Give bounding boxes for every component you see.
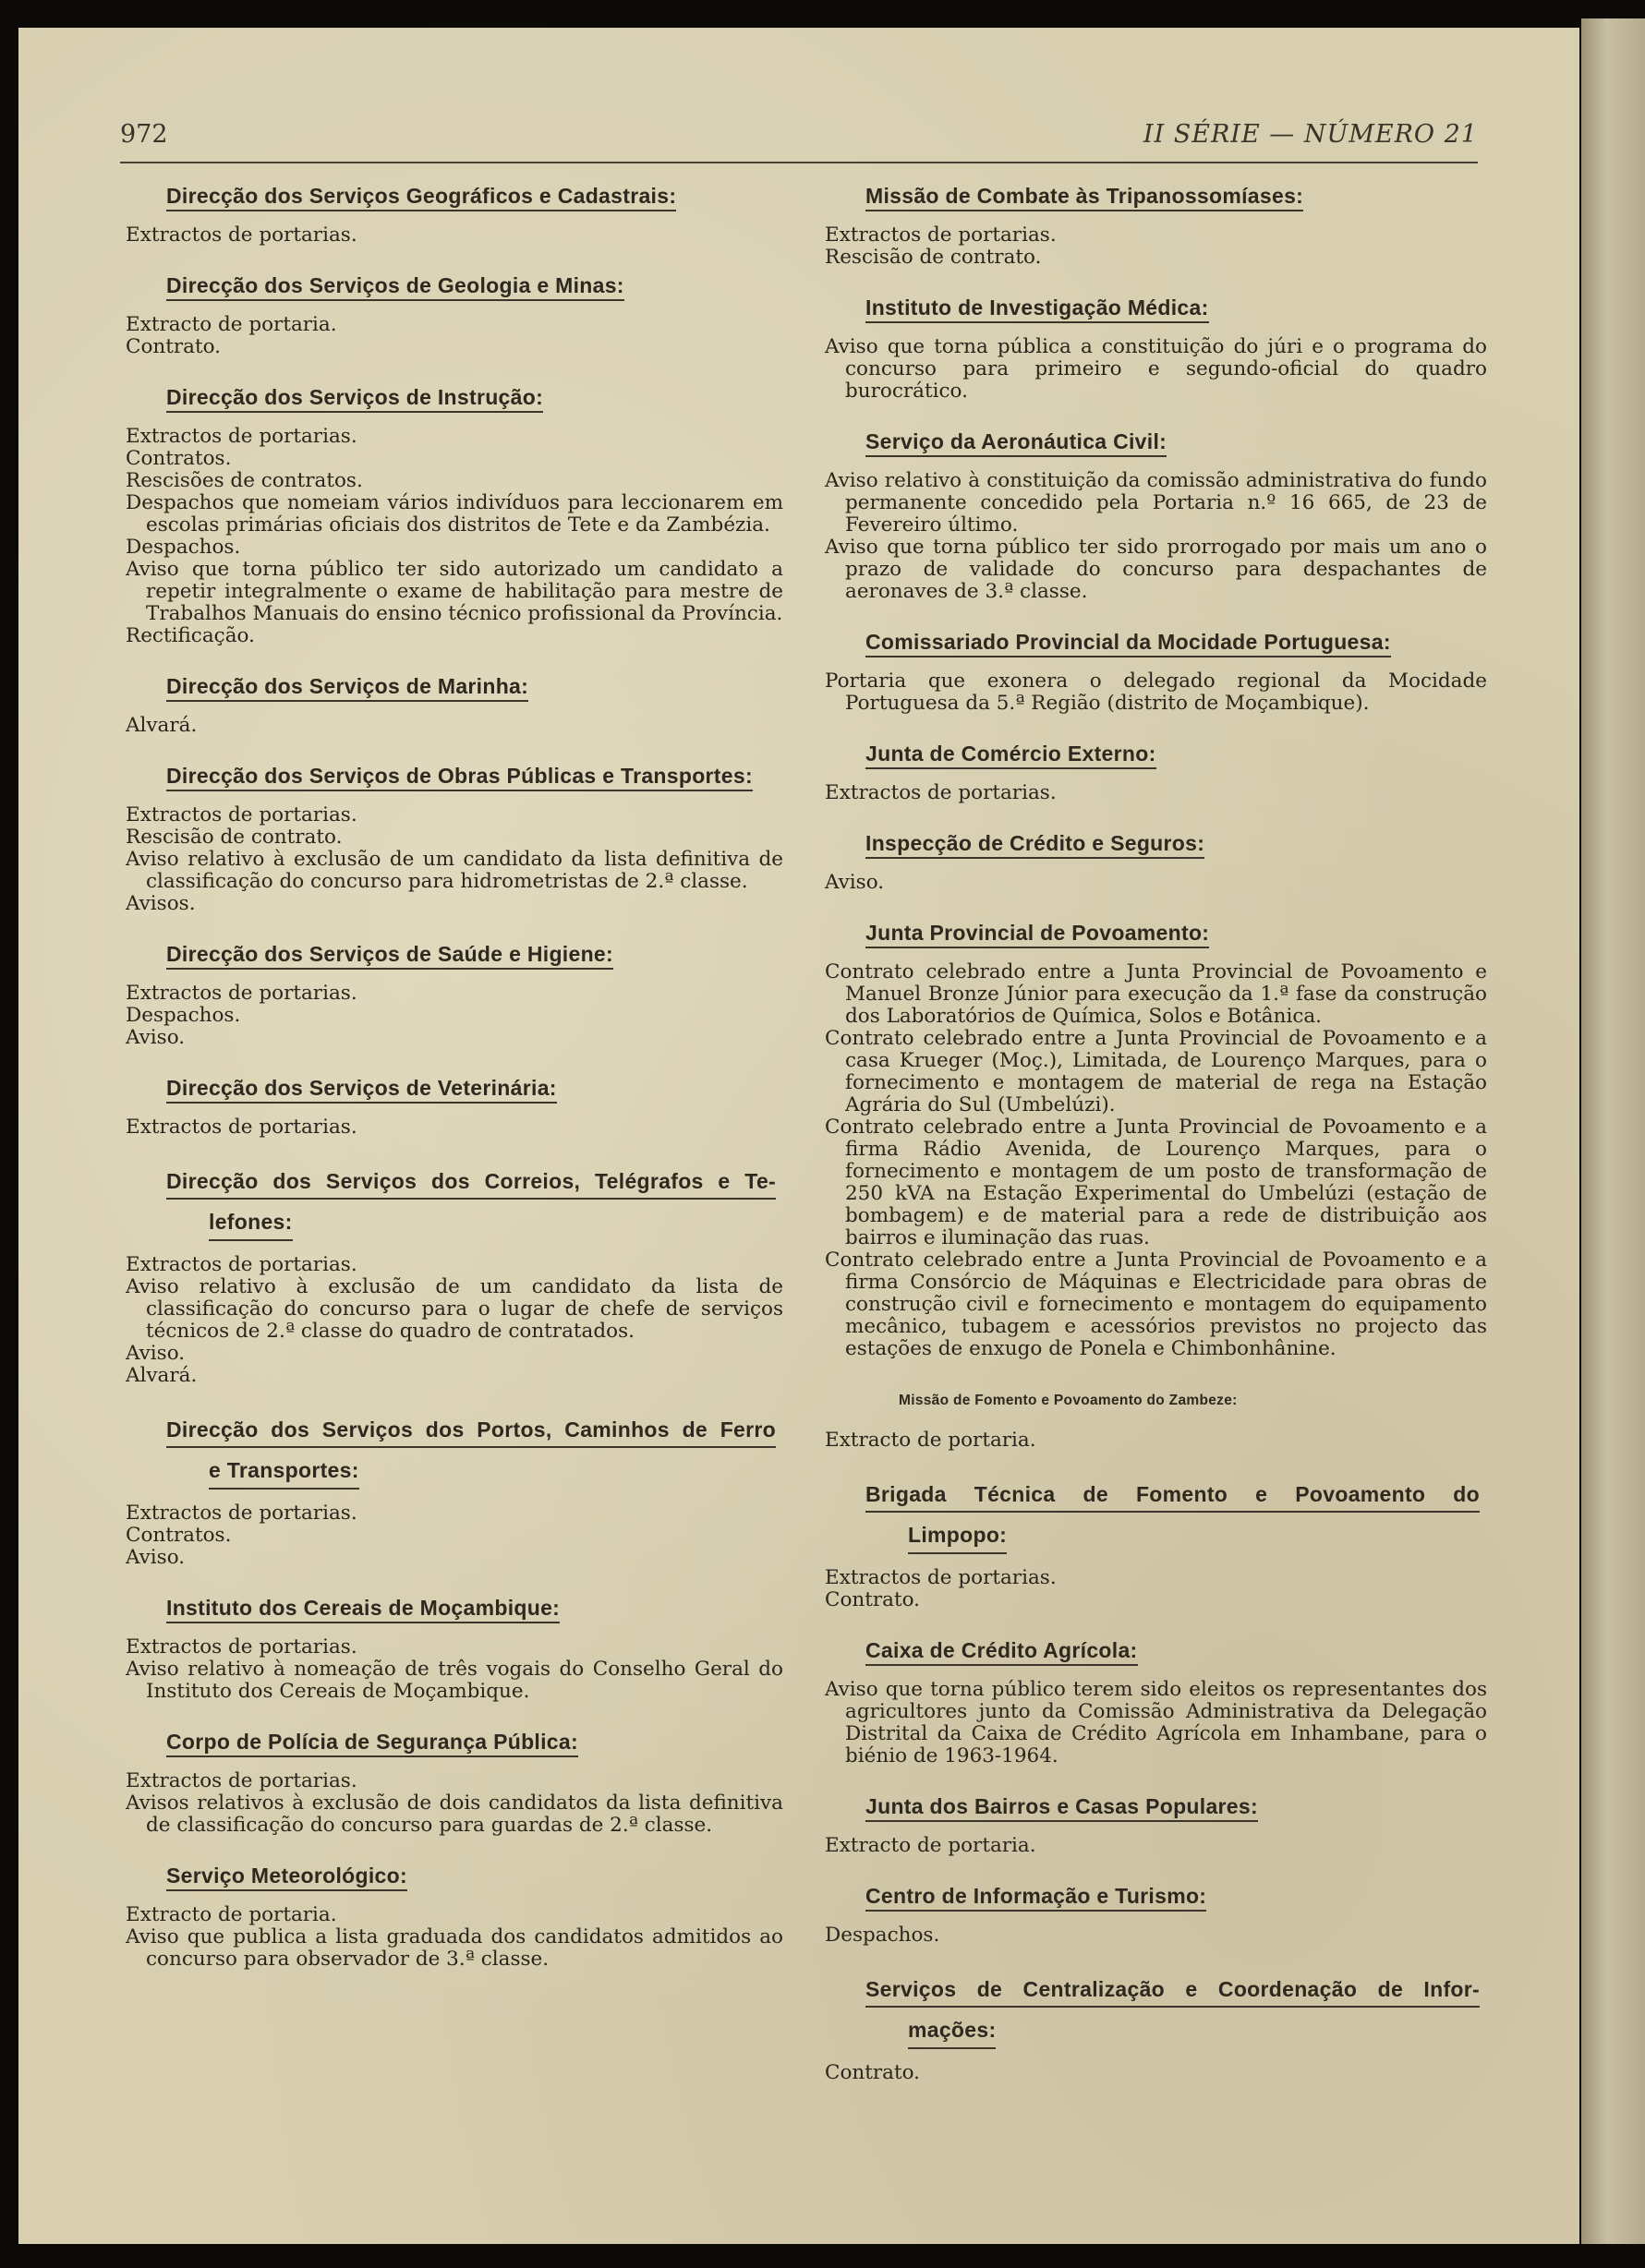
section bbox=[825, 631, 1487, 715]
list-item: Extracto de portaria. bbox=[825, 1429, 1036, 1452]
section bbox=[825, 832, 1487, 894]
page-number: 972 bbox=[120, 120, 168, 149]
section bbox=[126, 185, 783, 247]
section bbox=[825, 922, 1487, 1360]
list-item: Aviso. bbox=[825, 871, 885, 894]
list-item: Extractos de portarias. bbox=[126, 1253, 357, 1276]
section-heading: Direcção dos Serviços de Obras Públicas e Transportes: bbox=[166, 765, 753, 791]
section-heading: Direcção dos Serviços de Veterinária: bbox=[166, 1077, 557, 1104]
list-item: Extractos de portarias. bbox=[825, 223, 1057, 247]
section-heading bbox=[166, 1166, 776, 1241]
list-item: Avisos. bbox=[126, 892, 196, 915]
section bbox=[126, 1864, 783, 1971]
section-heading: Junta de Comércio Externo: bbox=[865, 742, 1156, 769]
section-heading: Inspecção de Crédito e Seguros: bbox=[865, 832, 1204, 859]
list-item: Extractos de portarias. bbox=[126, 1116, 357, 1139]
list-item: Rescisão de contrato. bbox=[126, 826, 343, 849]
list-item: Aviso relativo à exclusão de um candidato da lista de classificação do concurso para o lugar de chefe de serviços técnicos de 2.ª classe do quadro de contratados. bbox=[126, 1275, 783, 1343]
list-item: Despachos que nomeiam vários indivíduos para leccionarem em escolas primárias oficiais dos distritos de Tete e da Zambézia. bbox=[126, 491, 783, 537]
section bbox=[825, 1885, 1487, 1947]
list-item: Aviso que publica a lista graduada dos candidatos admitidos ao concurso para observador de 3.ª classe. bbox=[126, 1925, 783, 1971]
section bbox=[825, 1974, 1487, 2084]
list-item: Extractos de portarias. bbox=[126, 803, 357, 826]
section bbox=[825, 742, 1487, 804]
list-item: Contratos. bbox=[126, 1524, 232, 1547]
section bbox=[126, 274, 783, 358]
section-heading: Serviço da Aeronáutica Civil: bbox=[865, 430, 1167, 457]
left-column bbox=[126, 185, 783, 1971]
section bbox=[126, 943, 783, 1049]
list-item: Aviso. bbox=[126, 1342, 186, 1365]
list-item: Aviso. bbox=[126, 1546, 186, 1569]
section-heading: Direcção dos Serviços de Marinha: bbox=[166, 675, 528, 702]
list-item: Extractos de portarias. bbox=[825, 1566, 1057, 1589]
list-item: Alvará. bbox=[126, 1364, 198, 1387]
list-item: Contrato celebrado entre a Junta Provincial de Povoamento e a firma Rádio Avenida, de Lourenço Marques, para o fornecimento e montagem de um posto de transformação de 250 kVA na Estação Experimental do Umbelúzi (estação de bombagem) e de material para a rede de distribuição aos bairros e iluminação das ruas. bbox=[825, 1116, 1487, 1249]
section-heading bbox=[865, 1479, 1480, 1554]
list-item: Extracto de portaria. bbox=[126, 313, 337, 336]
section-heading bbox=[865, 1974, 1480, 2049]
section-heading: Direcção dos Serviços Geográficos e Cadastrais: bbox=[166, 185, 676, 211]
section bbox=[126, 1597, 783, 1703]
section bbox=[825, 1479, 1487, 1611]
heading-line: mações: bbox=[908, 2015, 996, 2049]
section-heading: Centro de Informação e Turismo: bbox=[865, 1885, 1206, 1912]
list-item: Contratos. bbox=[126, 447, 232, 470]
heading-line: Direcção dos Serviços dos Portos, Caminhos de Ferro bbox=[166, 1415, 776, 1448]
list-item: Aviso que torna público ter sido autorizado um candidato a repetir integralmente o exame de habilitação para mestre de Trabalhos Manuais do ensino técnico profissional da Província. bbox=[126, 558, 783, 625]
list-item: Avisos relativos à exclusão de dois candidatos da lista definitiva de classificação do concurso para guardas de 2.ª classe. bbox=[126, 1791, 783, 1837]
list-item: Aviso que torna público ter sido prorrogado por mais um ano o prazo de validade do concurso para despachantes de aeronaves de 3.ª classe. bbox=[825, 536, 1487, 603]
series-number: II SÉRIE — NÚMERO 21 bbox=[1143, 120, 1478, 149]
section-heading: Direcção dos Serviços de Instrução: bbox=[166, 386, 543, 413]
header-rule bbox=[120, 162, 1478, 163]
section bbox=[126, 386, 783, 647]
section-heading: Caixa de Crédito Agrícola: bbox=[865, 1639, 1138, 1666]
running-header bbox=[120, 120, 1478, 157]
list-item: Portaria que exonera o delegado regional da Mocidade Portuguesa da 5.ª Região (distrito de Moçambique). bbox=[825, 670, 1487, 715]
section bbox=[825, 185, 1487, 269]
list-item: Extractos de portarias. bbox=[126, 1769, 357, 1792]
section bbox=[126, 1166, 783, 1387]
list-item: Extracto de portaria. bbox=[825, 1834, 1036, 1857]
heading-line: Serviços de Centralização e Coordenação de Infor- bbox=[865, 1974, 1480, 2008]
section bbox=[126, 1415, 783, 1569]
heading-line: Brigada Técnica de Fomento e Povoamento do bbox=[865, 1479, 1480, 1513]
heading-line: e Transportes: bbox=[209, 1455, 359, 1490]
section bbox=[126, 675, 783, 737]
list-item: Aviso relativo à nomeação de três vogais do Conselho Geral do Instituto dos Cereais de Moçambique. bbox=[126, 1658, 783, 1703]
section bbox=[825, 1795, 1487, 1857]
section bbox=[825, 1388, 1487, 1452]
list-item: Despachos. bbox=[126, 536, 241, 559]
list-item: Despachos. bbox=[126, 1004, 241, 1027]
list-item: Extractos de portarias. bbox=[126, 223, 357, 247]
list-item: Contrato celebrado entre a Junta Provincial de Povoamento e Manuel Bronze Júnior para execução da 1.ª fase da construção dos Laboratórios de Química, Solos e Botânica. bbox=[825, 960, 1487, 1028]
section-heading: Corpo de Polícia de Segurança Pública: bbox=[166, 1731, 578, 1757]
section-heading: Missão de Combate às Tripanossomíases: bbox=[865, 185, 1303, 211]
list-item: Alvará. bbox=[126, 714, 198, 737]
page-edge bbox=[1581, 18, 1645, 2244]
list-item: Despachos. bbox=[825, 1924, 940, 1947]
list-item: Extractos de portarias. bbox=[126, 1635, 357, 1659]
section-heading: Comissariado Provincial da Mocidade Portuguesa: bbox=[865, 631, 1391, 657]
section-heading: Junta dos Bairros e Casas Populares: bbox=[865, 1795, 1258, 1822]
list-item: Rescisões de contratos. bbox=[126, 469, 363, 492]
heading-line: lefones: bbox=[209, 1207, 293, 1241]
list-item: Aviso relativo à constituição da comissão administrativa do fundo permanente concedido pela Portaria n.º 16 665, de 23 de Fevereiro último. bbox=[825, 469, 1487, 537]
heading-line: Direcção dos Serviços dos Correios, Telégrafos e Te- bbox=[166, 1166, 776, 1200]
section-heading: Serviço Meteorológico: bbox=[166, 1864, 407, 1891]
section-heading bbox=[166, 1415, 776, 1490]
list-item: Aviso relativo à exclusão de um candidato da lista definitiva de classificação do concurso para hidrometristas de 2.ª classe. bbox=[126, 848, 783, 893]
list-item: Extractos de portarias. bbox=[825, 781, 1057, 804]
list-item: Aviso. bbox=[126, 1026, 186, 1049]
list-item: Contrato celebrado entre a Junta Provincial de Povoamento e a casa Krueger (Moç.), Limitada, de Lourenço Marques, para o fornecimento e montagem de material de rega na Estação Agrária do Sul (Umbelúzi). bbox=[825, 1027, 1487, 1116]
section-heading: Instituto dos Cereais de Moçambique: bbox=[166, 1597, 560, 1623]
section bbox=[126, 1731, 783, 1837]
heading-line: Limpopo: bbox=[908, 1520, 1007, 1554]
section bbox=[825, 430, 1487, 603]
section bbox=[126, 1077, 783, 1139]
section-heading: Direcção dos Serviços de Geologia e Minas: bbox=[166, 274, 624, 301]
list-item: Contrato. bbox=[825, 1588, 921, 1611]
section bbox=[126, 765, 783, 915]
list-item: Extractos de portarias. bbox=[126, 425, 357, 448]
list-item: Extractos de portarias. bbox=[126, 1502, 357, 1525]
section-heading: Junta Provincial de Povoamento: bbox=[865, 922, 1209, 948]
list-item: Contrato celebrado entre a Junta Provincial de Povoamento e a firma Consórcio de Máquinas e Electricidade para obras de construção civil e fornecimento e montagem do equipamento mecânico, tubagem e acessórios previstos no projecto das estações de enxugo de Ponela e Chimbonhânine. bbox=[825, 1249, 1487, 1360]
right-column bbox=[825, 185, 1487, 2084]
list-item: Rescisão de contrato. bbox=[825, 246, 1042, 269]
section-heading: Instituto de Investigação Médica: bbox=[865, 296, 1209, 323]
list-item: Aviso que torna pública a constituição do júri e o programa do concurso para primeiro e segundo-oficial do quadro burocrático. bbox=[825, 335, 1487, 403]
list-item: Contrato. bbox=[126, 335, 222, 358]
list-item: Extractos de portarias. bbox=[126, 982, 357, 1005]
list-item: Rectificação. bbox=[126, 624, 255, 647]
section-heading: Direcção dos Serviços de Saúde e Higiene: bbox=[166, 943, 613, 970]
section bbox=[825, 1639, 1487, 1767]
list-item: Contrato. bbox=[825, 2061, 921, 2084]
list-item: Aviso que torna público terem sido eleitos os representantes dos agricultores junto da Comissão Administrativa da Delegação Distrital da Caixa de Crédito Agrícola em Inhambane, para o biénio de 1963-1964. bbox=[825, 1678, 1487, 1767]
list-item: Extracto de portaria. bbox=[126, 1903, 337, 1926]
section-heading: Missão de Fomento e Povoamento do Zambeze: bbox=[899, 1393, 1238, 1408]
section bbox=[825, 296, 1487, 403]
